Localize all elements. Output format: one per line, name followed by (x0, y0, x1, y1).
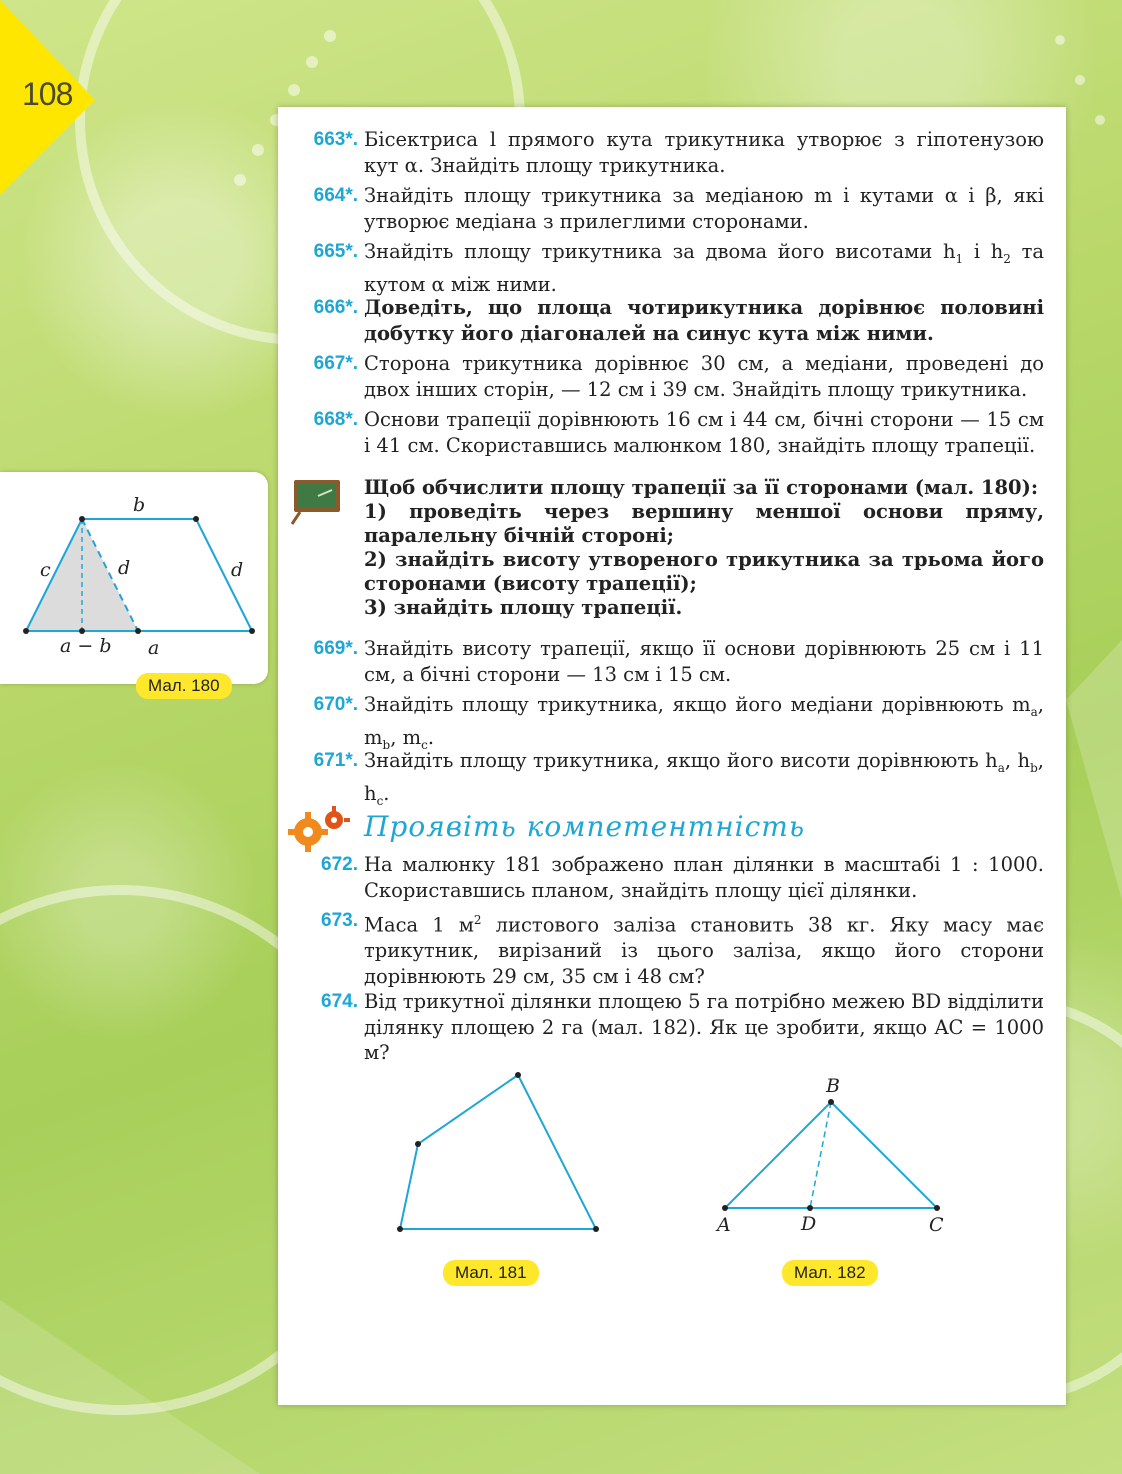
problem-663 (300, 127, 1044, 178)
fig182-label-d: D (801, 1213, 817, 1235)
figure-182-triangle (700, 1080, 960, 1230)
problem-number: 666*. (313, 297, 358, 318)
problem-number: 665*. (313, 241, 358, 262)
fig180-label-a: a (148, 637, 160, 659)
figure-180-caption: Мал. 180 (136, 673, 232, 699)
problem-number: 671*. (313, 750, 358, 771)
fig180-label-c: c (40, 559, 51, 581)
problem-text: Знайдіть площу трикутника, якщо його медіани дорівнюють $m_a$, $m_b$, $m_c$. (364, 693, 1044, 753)
gears-icon (288, 806, 352, 852)
problem-text: Від трикутної ділянки площею 5 га потрібно межею BD відділити ділянку площею 2 га (мал. 182). Як це зробити, якщо AC = 1000 м? (364, 990, 1044, 1064)
hint-title: Щоб обчислити площу трапеції за її сторонами (мал. 180): (364, 476, 1039, 499)
problem-671 (300, 748, 1044, 815)
problem-text: Сторона трикутника дорівнює 30 см, а медіани, проведені до двох інших сторін, — 12 см і 39 см. Знайдіть площу трикутника. (364, 352, 1044, 401)
problem-667 (300, 351, 1044, 402)
problem-674 (300, 989, 1044, 1066)
page-number: 108 (22, 76, 73, 112)
problem-number: 668*. (313, 409, 358, 430)
fig182-label-b: B (826, 1075, 840, 1097)
problem-text: Знайдіть висоту трапеції, якщо її основи дорівнюють 25 см і 11 см, а бічні сторони — 13 см і 15 см. (364, 637, 1044, 686)
problem-666 (300, 295, 1044, 346)
problem-number: 664*. (313, 185, 358, 206)
problem-text: Знайдіть площу трикутника за двома його висотами $h_1$ і $h_2$ та кутом α між ними. (364, 240, 1044, 297)
figure-181-caption: Мал. 181 (443, 1260, 539, 1286)
problem-text: Знайдіть площу трикутника за медіаною m і кутами α і β, які утворює медіана з прилеглими сторонами. (364, 184, 1044, 233)
problem-text: Маса 1 $м^2$ листового заліза становить 38 кг. Яку масу має трикутник, вирізаний із цього заліза, якщо його сторони дорівнюють 29 см, 35 см і 48 см? (364, 913, 1044, 988)
section-heading: Проявіть компетентність (364, 810, 806, 843)
problem-673 (300, 908, 1044, 989)
hint-step-2: 2) знайдіть висоту утвореного трикутника за трьома його сторонами (висоту трапеції); (364, 548, 1044, 595)
figure-181-quadrilateral (380, 1060, 620, 1250)
hint-step-3: 3) знайдіть площу трапеції. (364, 596, 683, 619)
problem-672 (300, 852, 1044, 903)
fig182-label-a: A (717, 1214, 731, 1236)
fig180-label-d-inner: d (118, 557, 131, 579)
fig180-label-a-minus-b: a − b (60, 635, 112, 657)
problem-668 (300, 407, 1044, 458)
problem-text: На малюнку 181 зображено план ділянки в масштабі 1 : 1000. Скориставшись планом, знайдіть площу цієї ділянки. (364, 853, 1044, 902)
fig182-label-c: C (929, 1214, 944, 1236)
problem-number: 667*. (313, 353, 358, 374)
fig180-label-d-outer: d (231, 559, 244, 581)
problem-number: 669*. (313, 638, 358, 659)
problem-text: Основи трапеції дорівнюють 16 см і 44 см, бічні сторони — 15 см і 41 см. Скориставшись малюнком 180, знайдіть площу трапеції. (364, 408, 1044, 457)
problem-number: 672. (321, 854, 358, 875)
problem-text: Знайдіть площу трикутника, якщо його висоти дорівнюють $h_a$, $h_b$, $h_c$. (364, 749, 1044, 809)
figure-182-caption: Мал. 182 (782, 1260, 878, 1286)
problem-664 (300, 183, 1044, 234)
problem-665 (300, 239, 1044, 298)
problem-number: 673. (321, 910, 358, 931)
problem-number: 663*. (313, 129, 358, 150)
fig180-label-b: b (133, 494, 146, 516)
hint-block (364, 476, 1044, 620)
problem-number: 670*. (313, 694, 358, 715)
problem-text: Доведіть, що площа чотирикутника дорівнює половині добутку його діагоналей на синус кута між ними. (364, 296, 1044, 345)
hint-step-1: 1) проведіть через вершину меншої основи пряму, паралельну бічній стороні; (364, 500, 1044, 547)
problem-text: Бісектриса l прямого кута трикутника утворює з гіпотенузою кут α. Знайдіть площу трикутника. (364, 128, 1044, 177)
chalkboard-icon (288, 476, 344, 526)
problem-669 (300, 636, 1044, 687)
problem-number: 674. (321, 991, 358, 1012)
